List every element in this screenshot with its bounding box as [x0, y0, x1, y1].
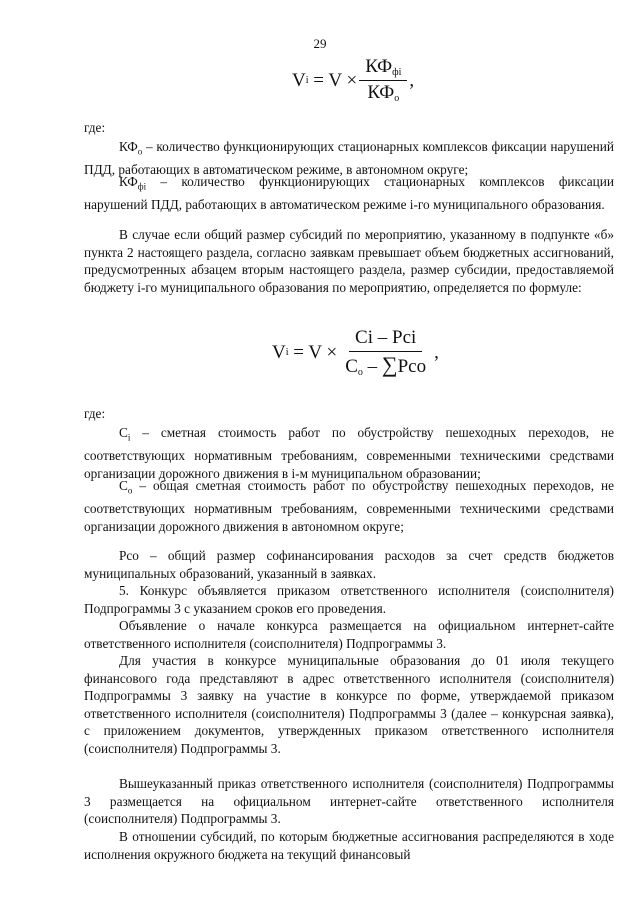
formula-tail: ,	[409, 69, 415, 91]
formula2-lhs: V	[272, 341, 286, 363]
formula2-denominator: $C_o - \sum Pco$	[345, 351, 427, 378]
formula-subsidy-excess	[272, 328, 439, 378]
formula-fraction	[359, 57, 407, 104]
formula2-tail: ,	[434, 341, 439, 363]
where-label: где:	[84, 120, 106, 135]
where-label-2: где:	[84, 406, 106, 421]
page-number: 29	[313, 36, 327, 51]
formula2-fraction	[339, 328, 432, 378]
definition-co: $C_о$ – общая сметная стоимость работ по обустройству пешеходных переходов, не соответствующих нормативным требованиям, современными техническими средствами организации дорожного движения в автономном округе;	[84, 478, 614, 534]
definition-kfo: $КФ_о$ – количество функционирующих стационарных комплексов фиксации нарушений ПДД, работающих в автоматическом режиме, в автономном округе;	[84, 139, 614, 178]
paragraph-participation: Для участия в конкурсе муниципальные образования до 01 июля текущего финансового года представляют в адрес ответственного исполнителя (соисполнителя) Подпрограммы 3 заявку на участие в конкурсе по форме, утверждаемой приказом ответственного исполнителя (соисполнителя) Подпрограммы 3 (далее – конкурсная заявка), с приложением документов, утвержденных приказом ответственного исполнителя (соисполнителя) Подпрограммы 3.	[84, 653, 614, 756]
formula2-lhs-sub: i	[285, 347, 289, 359]
sigma-symbol: ∑	[381, 351, 398, 377]
paragraph-subsidies: В отношении субсидий, по которым бюджетные ассигнования распределяются в ходе исполнения окружного бюджета на текущий финансовый	[84, 829, 614, 862]
formula-lhs-sub: i	[305, 75, 309, 86]
paragraph-order: Вышеуказанный приказ ответственного исполнителя (соисполнителя) Подпрограммы 3 размещается на официальном интернет-сайте ответственного исполнителя (соисполнителя) Подпрограммы 3.	[84, 776, 614, 826]
paragraph-5: 5. Конкурс объявляется приказом ответственного исполнителя (соисполнителя) Подпрограммы 3 с указанием сроков его проведения.	[84, 583, 614, 616]
formula-denominator: $КФ_о$	[367, 82, 400, 104]
formula2-numerator: Ci – Pci	[349, 328, 422, 352]
paragraph-announcement: Объявление о начале конкурса размещается на официальном интернет-сайте ответственного исполнителя (соисполнителя) Подпрограммы 3.	[84, 618, 614, 651]
formula-numerator: $КФ_{фi}$	[359, 57, 407, 81]
definition-pco: Pco – общий размер софинансирования расходов за счет средств бюджетов муниципальных образований, указанный в заявках.	[84, 548, 614, 581]
definition-kffi: $КФ_{фi}$ – количество функционирующих стационарных комплексов фиксации нарушений ПДД, работающих в автоматическом режиме i-го муниципального образования.	[84, 174, 614, 213]
formula-lhs: V	[292, 69, 306, 91]
definition-ci: $C_i$ – сметная стоимость работ по обустройству пешеходных переходов, не соответствующих нормативным требованиям, современными техническими средствами организации дорожного движения в i-м муниципальном образовании;	[84, 425, 614, 481]
formula-mid: = V ×	[313, 69, 358, 91]
formula2-mid: = V ×	[293, 341, 338, 363]
paragraph-case: В случае если общий размер субсидий по мероприятию, указанному в подпункте «б» пункта 2 настоящего раздела, согласно заявкам превышает объем бюджетных ассигнований, предусмотренных абзацем вторым настоящего раздела, размер субсидии, предоставляемой бюджету i-го муниципального образования по мероприятию, определяется по формуле:	[84, 227, 614, 295]
formula-subsidy-share	[292, 57, 414, 104]
